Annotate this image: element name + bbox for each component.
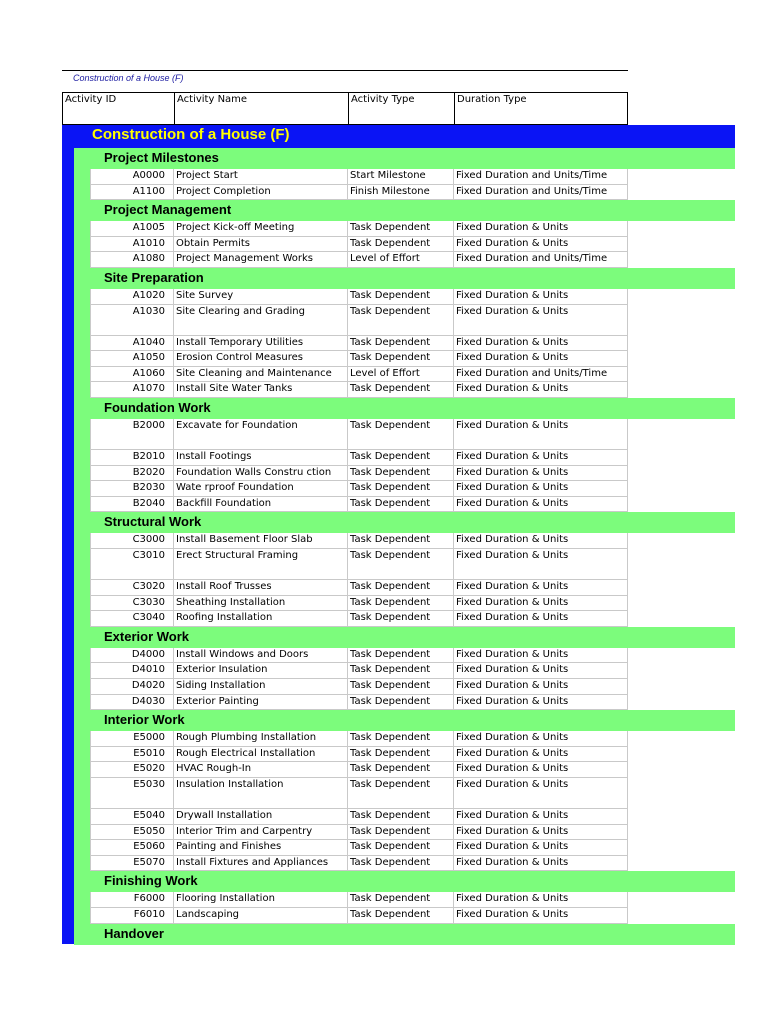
duration-type-cell: Fixed Duration & Units [454,289,628,304]
activity-row[interactable] [90,533,628,549]
activity-name-cell: Project Start [174,169,348,184]
activity-row[interactable] [90,762,628,778]
duration-type-cell: Fixed Duration & Units [454,856,628,871]
activity-row[interactable] [90,908,628,924]
activity-name-cell: Rough Plumbing Installation [174,731,348,746]
activity-id-cell: B2040 [90,497,174,512]
activity-id-cell: D4020 [90,679,174,694]
activity-row[interactable] [90,596,628,612]
duration-type-cell: Fixed Duration & Units [454,747,628,762]
activity-name-cell: Install Temporary Utilities [174,336,348,351]
activity-name-cell: Erect Structural Framing [174,549,348,579]
duration-type-cell: Fixed Duration and Units/Time [454,169,628,184]
activity-name-cell: Siding Installation [174,679,348,694]
duration-type-cell: Fixed Duration & Units [454,419,628,449]
activity-name-cell: Install Footings [174,450,348,465]
activity-id-cell: B2020 [90,466,174,481]
wbs-group-band[interactable] [74,871,735,892]
activity-name-cell: Backfill Foundation [174,497,348,512]
duration-type-cell: Fixed Duration & Units [454,778,628,808]
activity-type-cell: Task Dependent [348,289,454,304]
activity-id-cell: E5000 [90,731,174,746]
activity-id-cell: E5070 [90,856,174,871]
activity-type-cell: Task Dependent [348,419,454,449]
duration-type-cell: Fixed Duration & Units [454,825,628,840]
column-header-row [62,92,628,125]
duration-type-cell: Fixed Duration & Units [454,679,628,694]
column-header-activity-type[interactable]: Activity Type [349,93,455,124]
wbs-group-band[interactable] [74,710,735,731]
activity-type-cell: Task Dependent [348,892,454,907]
activity-type-cell: Task Dependent [348,533,454,548]
activity-type-cell: Task Dependent [348,663,454,678]
duration-type-cell: Fixed Duration and Units/Time [454,252,628,267]
activity-type-cell: Task Dependent [348,731,454,746]
project-title: Construction of a House (F) [92,126,290,143]
activity-type-cell: Task Dependent [348,305,454,335]
activity-type-cell: Task Dependent [348,466,454,481]
wbs-group-band[interactable] [74,268,735,289]
column-header-activity-id[interactable]: Activity ID [63,93,175,124]
activity-name-cell: Project Management Works [174,252,348,267]
activity-name-cell: Landscaping [174,908,348,923]
activity-type-cell: Task Dependent [348,611,454,626]
activity-row[interactable] [90,481,628,497]
activity-id-cell: F6010 [90,908,174,923]
activity-id-cell: D4010 [90,663,174,678]
activity-type-cell: Task Dependent [348,747,454,762]
activity-id-cell: F6000 [90,892,174,907]
activity-row[interactable] [90,305,628,336]
activity-name-cell: Install Windows and Doors [174,648,348,663]
activity-row[interactable] [90,289,628,305]
activity-type-cell: Task Dependent [348,856,454,871]
project-indent-bar [62,148,74,944]
duration-type-cell: Fixed Duration & Units [454,450,628,465]
duration-type-cell: Fixed Duration & Units [454,466,628,481]
activity-id-cell: E5040 [90,809,174,824]
activity-name-cell: Install Fixtures and Appliances [174,856,348,871]
duration-type-cell: Fixed Duration & Units [454,731,628,746]
activity-type-cell: Finish Milestone [348,185,454,200]
activity-id-cell: A1005 [90,221,174,236]
activity-row[interactable] [90,695,628,711]
activity-row[interactable] [90,679,628,695]
duration-type-cell: Fixed Duration & Units [454,840,628,855]
wbs-group-band[interactable] [74,627,735,648]
activity-type-cell: Task Dependent [348,481,454,496]
activity-id-cell: C3010 [90,549,174,579]
activity-id-cell: C3000 [90,533,174,548]
activity-row[interactable] [90,221,628,237]
activity-name-cell: Exterior Insulation [174,663,348,678]
activity-row[interactable] [90,825,628,841]
duration-type-cell: Fixed Duration & Units [454,695,628,710]
activity-type-cell: Task Dependent [348,695,454,710]
activity-row[interactable] [90,382,628,398]
layout-title: Construction of a House (F) [62,70,628,92]
wbs-group-label: Project Milestones [104,150,219,165]
activity-row[interactable] [90,497,628,513]
wbs-group-band[interactable] [74,148,735,169]
wbs-group-label: Structural Work [104,514,202,530]
duration-type-cell: Fixed Duration & Units [454,336,628,351]
activity-id-cell: A1040 [90,336,174,351]
activity-row[interactable] [90,185,628,201]
duration-type-cell: Fixed Duration & Units [454,549,628,579]
duration-type-cell: Fixed Duration & Units [454,533,628,548]
duration-type-cell: Fixed Duration & Units [454,892,628,907]
activity-row[interactable] [90,648,628,664]
wbs-group-indent [74,892,90,923]
wbs-group-label: Site Preparation [104,270,204,285]
activity-type-cell: Task Dependent [348,778,454,808]
activity-id-cell: E5050 [90,825,174,840]
activity-name-cell: Project Kick-off Meeting [174,221,348,236]
wbs-group-indent [74,169,90,200]
activity-name-cell: Foundation Walls Constru ction [174,466,348,481]
duration-type-cell: Fixed Duration & Units [454,481,628,496]
activity-row[interactable] [90,731,628,747]
activity-name-cell: Install Site Water Tanks [174,382,348,397]
activity-name-cell: Install Basement Floor Slab [174,533,348,548]
activity-id-cell: B2010 [90,450,174,465]
activity-row[interactable] [90,237,628,253]
activity-id-cell: A1010 [90,237,174,252]
activity-type-cell: Start Milestone [348,169,454,184]
wbs-group-label: Interior Work [104,712,185,728]
duration-type-cell: Fixed Duration & Units [454,351,628,366]
activity-type-cell: Task Dependent [348,382,454,397]
activity-type-cell: Task Dependent [348,497,454,512]
wbs-group-label: Handover [104,925,164,941]
activity-name-cell: Project Completion [174,185,348,200]
activity-row[interactable] [90,169,628,185]
wbs-group-band[interactable] [74,398,735,419]
activity-row[interactable] [90,892,628,908]
activity-id-cell: E5020 [90,762,174,777]
activity-id-cell: D4000 [90,648,174,663]
duration-type-cell: Fixed Duration & Units [454,762,628,777]
activity-type-cell: Task Dependent [348,580,454,595]
activity-name-cell: Insulation Installation [174,778,348,808]
duration-type-cell: Fixed Duration & Units [454,221,628,236]
activity-id-cell: E5030 [90,778,174,808]
activity-name-cell: Exterior Painting [174,695,348,710]
activity-type-cell: Task Dependent [348,549,454,579]
activity-type-cell: Task Dependent [348,450,454,465]
duration-type-cell: Fixed Duration & Units [454,648,628,663]
activity-name-cell: Interior Trim and Carpentry [174,825,348,840]
duration-type-cell: Fixed Duration & Units [454,497,628,512]
activity-name-cell: Wate rproof Foundation [174,481,348,496]
wbs-group-label: Foundation Work [104,400,211,415]
activity-row[interactable] [90,580,628,596]
activity-name-cell: Roofing Installation [174,611,348,626]
activity-id-cell: A1100 [90,185,174,200]
activity-id-cell: A1080 [90,252,174,267]
wbs-group-indent [74,533,90,626]
wbs-group-band[interactable] [74,924,735,945]
activity-name-cell: Install Roof Trusses [174,580,348,595]
activity-name-cell: Flooring Installation [174,892,348,907]
activity-row[interactable] [90,663,628,679]
activity-row[interactable] [90,809,628,825]
activity-name-cell: Drywall Installation [174,809,348,824]
wbs-group-indent [74,648,90,710]
activity-row[interactable] [90,840,628,856]
activity-name-cell: Obtain Permits [174,237,348,252]
duration-type-cell: Fixed Duration and Units/Time [454,367,628,382]
activity-id-cell: C3030 [90,596,174,611]
duration-type-cell: Fixed Duration and Units/Time [454,185,628,200]
column-header-duration-type[interactable]: Duration Type [457,94,527,105]
wbs-group-indent [74,731,90,871]
activity-type-cell: Task Dependent [348,762,454,777]
activity-type-cell: Task Dependent [348,840,454,855]
activity-row[interactable] [90,351,628,367]
activity-name-cell: Sheathing Installation [174,596,348,611]
activity-row[interactable] [90,252,628,268]
duration-type-cell: Fixed Duration & Units [454,908,628,923]
activity-id-cell: C3020 [90,580,174,595]
activity-id-cell: A1050 [90,351,174,366]
activity-row[interactable] [90,611,628,627]
activity-name-cell: Site Clearing and Grading [174,305,348,335]
activity-name-cell: Excavate for Foundation [174,419,348,449]
activity-row[interactable] [90,856,628,872]
duration-type-cell: Fixed Duration & Units [454,809,628,824]
activity-row[interactable] [90,450,628,466]
activity-id-cell: A1030 [90,305,174,335]
activity-row[interactable] [90,367,628,383]
duration-type-cell: Fixed Duration & Units [454,305,628,335]
activity-type-cell: Task Dependent [348,679,454,694]
activity-id-cell: A1060 [90,367,174,382]
activity-row[interactable] [90,466,628,482]
activity-id-cell: B2030 [90,481,174,496]
activity-name-cell: Site Cleaning and Maintenance [174,367,348,382]
activity-id-cell: E5060 [90,840,174,855]
column-header-activity-name[interactable]: Activity Name [175,93,349,124]
activity-id-cell: A1070 [90,382,174,397]
activity-type-cell: Task Dependent [348,221,454,236]
wbs-group-indent [74,221,90,268]
activity-name-cell: Rough Electrical Installation [174,747,348,762]
duration-type-cell: Fixed Duration & Units [454,596,628,611]
activity-type-cell: Level of Effort [348,252,454,267]
activity-type-cell: Task Dependent [348,237,454,252]
activity-type-cell: Task Dependent [348,908,454,923]
duration-type-cell: Fixed Duration & Units [454,611,628,626]
wbs-group-indent [74,289,90,398]
activity-type-cell: Task Dependent [348,351,454,366]
duration-type-cell: Fixed Duration & Units [454,382,628,397]
activity-type-cell: Task Dependent [348,825,454,840]
activity-id-cell: A0000 [90,169,174,184]
activity-name-cell: Painting and Finishes [174,840,348,855]
duration-type-cell: Fixed Duration & Units [454,663,628,678]
activity-id-cell: D4030 [90,695,174,710]
wbs-group-indent [74,419,90,512]
activity-name-cell: Site Survey [174,289,348,304]
activity-id-cell: C3040 [90,611,174,626]
activity-type-cell: Task Dependent [348,809,454,824]
project-band[interactable] [62,125,735,148]
duration-type-cell: Fixed Duration & Units [454,580,628,595]
wbs-group-band[interactable] [74,200,735,221]
wbs-group-label: Finishing Work [104,873,198,889]
activity-row[interactable] [90,336,628,352]
wbs-group-label: Exterior Work [104,628,190,644]
activity-row[interactable] [90,549,628,580]
duration-type-cell: Fixed Duration & Units [454,237,628,252]
activity-row[interactable] [90,419,628,450]
activity-id-cell: E5010 [90,747,174,762]
activity-type-cell: Task Dependent [348,648,454,663]
wbs-group-band[interactable] [74,512,735,533]
activity-row[interactable] [90,778,628,809]
activity-id-cell: B2000 [90,419,174,449]
activity-row[interactable] [90,747,628,763]
activity-type-cell: Task Dependent [348,596,454,611]
activity-type-cell: Task Dependent [348,336,454,351]
activity-name-cell: Erosion Control Measures [174,351,348,366]
activity-name-cell: HVAC Rough-In [174,762,348,777]
activity-id-cell: A1020 [90,289,174,304]
activity-type-cell: Level of Effort [348,367,454,382]
wbs-group-label: Project Management [104,202,232,218]
